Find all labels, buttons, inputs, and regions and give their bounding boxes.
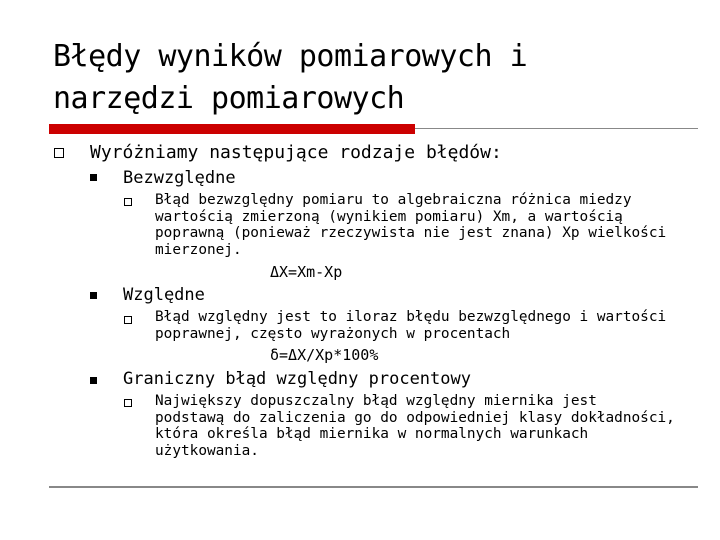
square-bullet-icon bbox=[90, 377, 97, 384]
body-line: Błąd względny jest to iloraz błędu bezwzględnego i wartości bbox=[155, 309, 667, 325]
body-line: mierzonej. bbox=[155, 241, 242, 258]
footer-divider bbox=[49, 486, 698, 488]
body-line: użytkowania. bbox=[155, 442, 259, 459]
body-line: poprawnej, często wyrażonych w procentach bbox=[155, 325, 511, 342]
body-line: Błąd bezwzględny pomiaru to algebraiczna różnica miedzy bbox=[155, 192, 632, 208]
hollow-square-bullet-icon bbox=[124, 399, 132, 407]
body-line: Największy dopuszczalny błąd względny miernika jest bbox=[155, 393, 597, 409]
body-line: wartością zmierzoną (wynikiem pomiaru) Xm, a wartością bbox=[155, 208, 623, 225]
title-line: narzędzi pomiarowych bbox=[53, 81, 405, 116]
section-heading: Graniczny błąd względny procentowy bbox=[123, 369, 471, 389]
square-bullet-icon bbox=[90, 174, 97, 181]
body-line: podstawą do zaliczenia go do odpowiedniej klasy dokładności, bbox=[155, 409, 675, 426]
title-line: Błędy wyników pomiarowych i bbox=[53, 39, 528, 74]
formula: δ=ΔX/Xp*100% bbox=[270, 346, 379, 364]
hollow-square-bullet-icon bbox=[124, 198, 132, 206]
hollow-square-bullet-icon bbox=[54, 148, 64, 158]
slide-title bbox=[53, 36, 693, 120]
formula: ΔX=Xm-Xp bbox=[270, 263, 343, 281]
hollow-square-bullet-icon bbox=[124, 316, 132, 324]
square-bullet-icon bbox=[90, 292, 97, 299]
body-line: która określa błąd miernika w normalnych warunkach bbox=[155, 426, 589, 442]
section-heading: Bezwzględne bbox=[123, 168, 236, 188]
section-heading: Względne bbox=[123, 285, 205, 305]
body-line: poprawną (ponieważ rzeczywista nie jest znana) Xp wielkości bbox=[155, 225, 667, 241]
accent-bar bbox=[49, 124, 415, 134]
intro-text: Wyróżniamy następujące rodzaje błędów: bbox=[90, 142, 502, 163]
